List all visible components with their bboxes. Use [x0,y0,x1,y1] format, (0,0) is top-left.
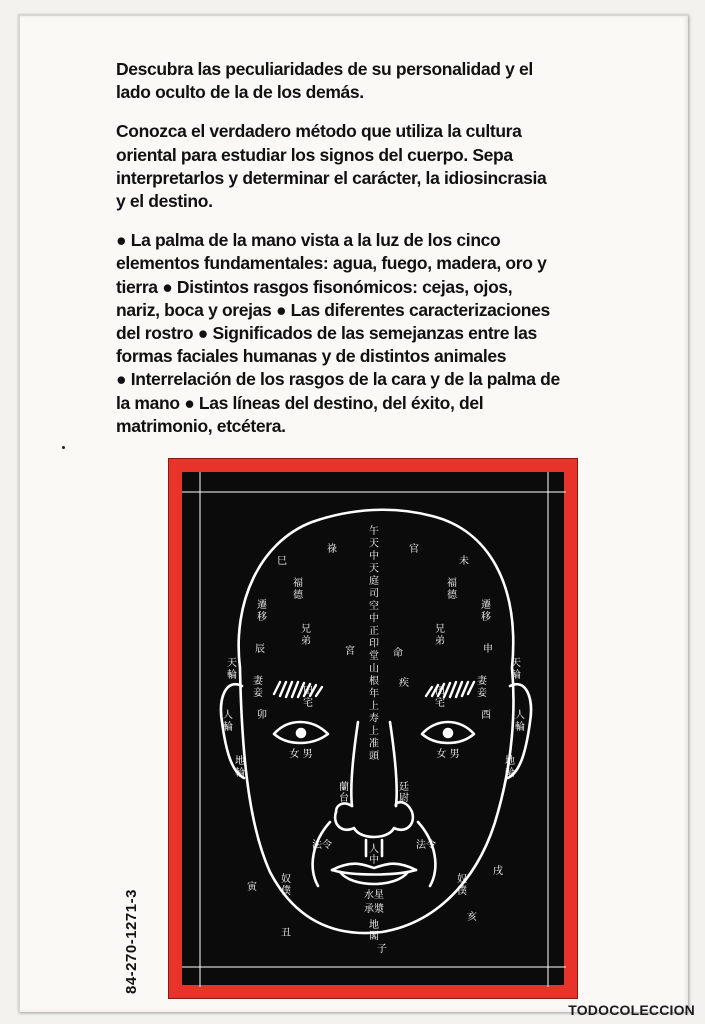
label-migrate-right: 遷 [481,600,491,611]
label-mao: 卯 [257,710,267,721]
label-nose-right: 尉 [399,793,409,804]
label-ge: 閣 [369,931,379,942]
label-brother-left: 兄 [301,624,311,635]
label-migrate-right: 移 [481,612,491,623]
label-di-right: 地 [505,756,515,767]
label-xu: 戌 [493,866,503,877]
label-eyes: 女 男 [289,749,313,760]
center-column-char: 空 [369,601,379,612]
label-life: 命 [393,648,403,659]
label-zi: 子 [377,944,387,955]
label-spouse-right: 妾 [477,688,487,699]
isbn-number: 84-270-1271-3 [123,889,140,994]
label-ren-right: 輪 [515,722,525,733]
label-brother-right: 弟 [435,636,445,647]
label-yin: 寅 [247,882,257,893]
label-eyes: 女 男 [436,749,460,760]
label-palace: 宮 [345,646,355,657]
center-column-char: 天 [369,563,379,575]
center-column-char: 上 [369,726,379,737]
label-migrate-left: 移 [257,612,267,623]
nose-bridge-right [390,722,397,806]
nose-bridge-left [351,722,358,806]
mouth-line [332,870,416,875]
label-brother-right: 兄 [435,624,445,635]
label-renzhong: 中 [369,855,379,866]
label-ren-left: 人 [223,710,233,721]
label-di-right: 輪 [505,768,515,779]
nasolabial-left [313,822,330,886]
label-spouse-left: 妻 [253,676,263,687]
label-di-left: 輪 [235,768,245,779]
blurb [116,58,636,454]
blurb-paragraph-1: Descubra las peculiaridades de su personalidad y el lado oculto de la de los demás. [116,59,533,103]
label-chen: 辰 [255,644,265,655]
label-spouse-right: 妻 [477,676,487,687]
blurb-paragraph-2: Conozca el verdadero método que utiliza la cultura oriental para estudiar los signos del cuerpo. Sepa interpretarlos y determinar el carácter, la idiosincrasia y el destino. [116,121,547,212]
label-zhai-right: 宅 [435,698,445,709]
label-lower-face: 水星 [364,890,384,901]
label-zhai-left: 宅 [303,698,313,709]
center-column-char: 寿 [369,713,379,725]
label-spouse-left: 妾 [253,688,263,699]
label-fortune-right: 德 [447,590,457,601]
center-column-char: 年 [369,688,379,700]
book-back-cover [18,14,688,1012]
label-tian-right: 天 [511,658,521,669]
label-lower-face: 法令 [312,840,332,851]
center-column-char: 司 [369,588,379,600]
center-column-char: 庭 [369,576,379,587]
nose-left-wing [336,804,352,812]
center-column-char: 天 [369,538,379,550]
label-hai: 亥 [467,912,477,923]
label-fortune-left: 德 [293,590,303,601]
label-migrate-left: 遷 [257,600,267,611]
label-zhai-right: 田 [435,686,445,697]
face-illustration-panel [182,472,564,985]
label-tian-right: 輪 [511,670,521,681]
label-zhai-left: 田 [303,686,313,697]
label-slave-left: 僕 [281,886,291,897]
label-shen: 申 [483,644,493,655]
center-column-char: 午 [369,526,379,537]
red-frame [168,458,578,999]
nasolabial-right [418,822,435,886]
label-top-left-2: 祿 [327,544,337,555]
center-column-char: 中 [369,613,379,625]
label-nose-left: 台 [339,793,349,804]
label-chou: 丑 [281,928,291,939]
label-lower-face: 承漿 [364,904,384,915]
label-brother-left: 弟 [301,636,311,647]
watermark: TODOCOLECCION [568,1002,695,1018]
label-top-right: 官 [409,544,419,555]
label-slave-left: 奴 [281,874,291,885]
center-column-char: 正 [369,626,379,637]
label-ge: 地 [369,920,379,931]
label-nose-left: 蘭 [339,782,349,793]
face-diagram [182,472,566,987]
label-renzhong: 人 [369,844,379,855]
ink-speck [62,446,65,449]
label-ren-left: 輪 [223,722,233,733]
label-top-right-2: 未 [459,556,469,567]
label-fortune-right: 福 [447,578,457,589]
label-tian-left: 輪 [227,670,237,681]
face-labels [223,524,525,955]
center-column-char: 堂 [369,651,379,662]
label-lower-face: 法令 [416,840,436,851]
center-column-char: 山 [369,663,379,675]
label-di-left: 地 [235,756,245,767]
nose-tip [335,802,413,837]
label-top-left: 巳 [277,556,287,567]
label-slave-right: 僕 [457,886,467,897]
center-column-char: 中 [369,551,379,562]
label-nose-right: 廷 [399,782,409,793]
label-you: 酉 [481,710,491,721]
center-column-char: 印 [369,638,379,650]
center-column-char: 准 [369,738,379,750]
label-ren-right: 人 [515,710,525,721]
label-tian-left: 天 [227,658,237,669]
center-column-char: 頭 [369,751,379,762]
label-illness: 疾 [399,678,409,689]
center-column-char: 根 [369,676,379,687]
label-fortune-left: 福 [293,578,303,589]
blurb-paragraph-3: ● La palma de la mano vista a la luz de los cinco elementos fundamentales: agua, fuego, madera, oro y tierra ● Distintos rasgos fisonómicos: cejas, ojos, nariz, boca y orejas ● Las diferentes caracterizaciones del rostro ● Significados de las semejanzas entre las formas faciales humanas y de distintos animales ● Interrelación de los rasgos de la cara y de la palma de la mano ● Las líneas del destino, del éxito, del matrimonio, etcétera. [116,230,560,436]
label-slave-right: 奴 [457,874,467,885]
center-column-char: 上 [369,701,379,712]
